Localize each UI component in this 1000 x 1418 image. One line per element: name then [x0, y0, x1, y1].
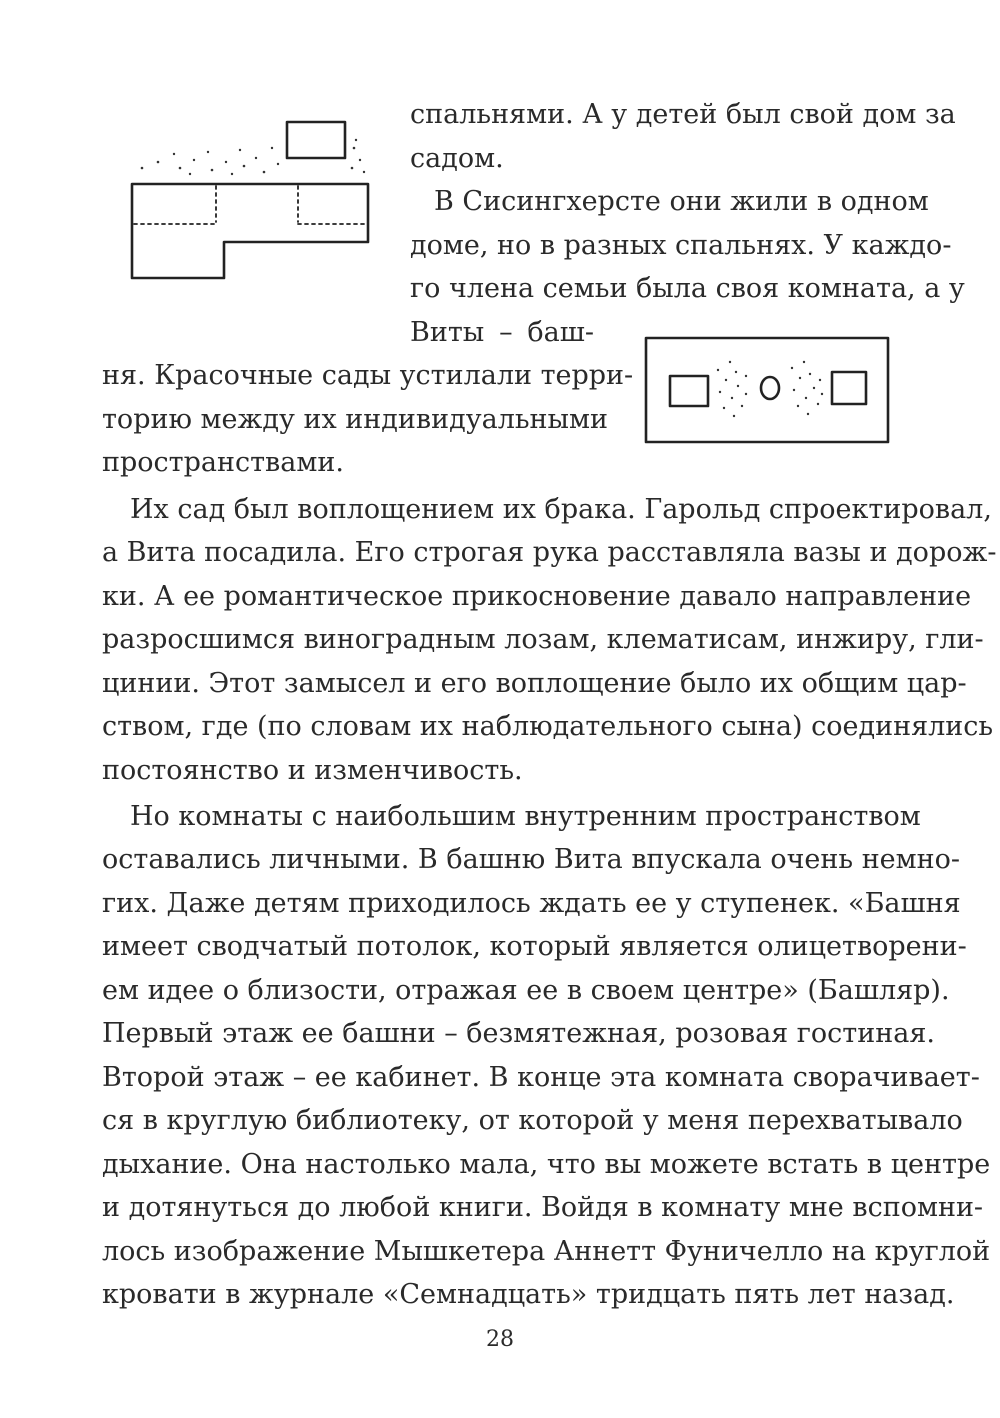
text-line: ся в круглую библиотеку, от которой у меня перехватывало	[102, 1105, 963, 1136]
text-line: ем идее о близости, отражая ее в своем центре» (Башляр).	[102, 975, 950, 1006]
text-line: и дотянуться до любой книги. Войдя в комнату мне вспомни-	[102, 1192, 984, 1223]
text-line: кровати в журнале «Семнадцать» тридцать пять лет назад.	[102, 1279, 955, 1310]
text-line: оставались личными. В башню Вита впускала очень немно-	[102, 844, 961, 875]
text-line: доме, но в разных спальнях. У каждо-	[410, 230, 952, 261]
text-line: Их сад был воплощением их брака. Гарольд спроектировал,	[130, 494, 992, 525]
text-line: дыхание. Она настолько мала, что вы можете встать в центре	[102, 1149, 991, 1180]
text-line: ки. А ее романтическое прикосновение давало направление	[102, 581, 972, 612]
text-line: Виты – баш-	[410, 317, 594, 348]
text-line: Первый этаж ее башни – безмятежная, розовая гостиная.	[102, 1018, 935, 1049]
house-plan-illustration	[128, 118, 376, 284]
text-line: ством, где (по словам их наблюдательного сына) соединялись	[102, 711, 994, 742]
text-line: торию между их индивидуальными	[102, 404, 609, 435]
text-line: го члена семьи была своя комната, а у	[410, 273, 965, 304]
text-line: пространствами.	[102, 447, 344, 478]
text-line: Но комнаты с наибольшим внутренним пространством	[130, 801, 921, 832]
text-line: разросшимся виноградным лозам, клематисам, инжиру, гли-	[102, 624, 984, 655]
text-line: спальнями. А у детей был свой дом за	[410, 99, 956, 130]
text-line: лось изображение Мышкетера Аннетт Фуничелло на круглой	[102, 1236, 991, 1267]
page-number: 28	[486, 1327, 514, 1352]
text-line: цинии. Этот замысел и его воплощение было их общим цар-	[102, 668, 967, 699]
text-line: а Вита посадила. Его строгая рука расставляла вазы и дорож-	[102, 537, 997, 568]
text-line: гих. Даже детям приходилось ждать ее у ступенек. «Башня	[102, 888, 961, 919]
text-line: ня. Красочные сады устилали терри-	[102, 360, 634, 391]
text-line: Второй этаж – ее кабинет. В конце эта комната сворачивает-	[102, 1062, 980, 1093]
text-line: В Сисингхерсте они жили в одном	[434, 186, 929, 217]
text-line: постоянство и изменчивость.	[102, 755, 523, 786]
text-line: имеет сводчатый потолок, который является олицетворени-	[102, 931, 967, 962]
garden-plan-illustration	[642, 334, 892, 446]
text-line: садом.	[410, 143, 504, 174]
